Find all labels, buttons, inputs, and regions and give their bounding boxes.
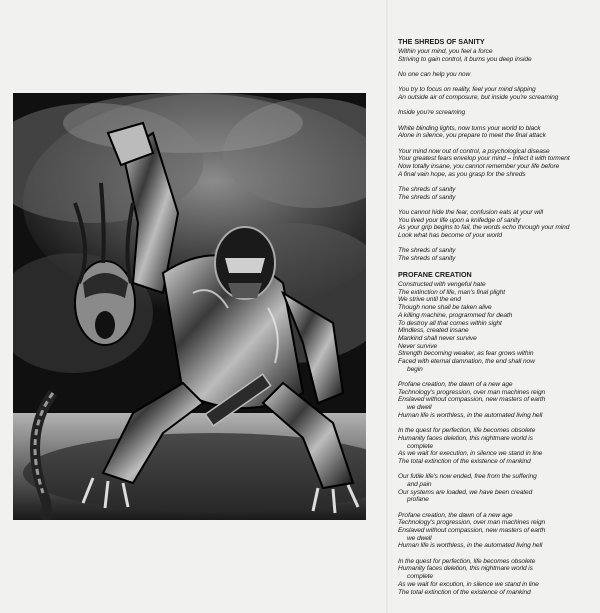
lyric-line: Strength becoming weaker, as fear grows within [398, 350, 534, 358]
lyric-line: Our systems are loaded, we have been created [398, 488, 533, 496]
lyric-line: Humanity faces deletion, this nightmare world is [398, 565, 533, 573]
lyric-line: Technology's progression, over man machines reign [398, 388, 546, 396]
lyric-line: The shreds of sanity [398, 247, 456, 255]
lyric-line: Though none shall be taken alive [398, 304, 492, 312]
lyric-line: As we wait for execution, in silence we stand in line [398, 450, 543, 458]
lyric-line: Humanity faces deletion, this nightmare world is [398, 434, 533, 442]
lyric-line: Technology's progression, over man machines reign [398, 519, 546, 527]
lyric-line: The extinction of life, man's final plight [398, 288, 506, 296]
lyric-line: An outside air of composure, but inside you're screaming [398, 94, 559, 101]
song-verses [398, 281, 594, 596]
lyric-line: To destroy all that comes within sight [398, 319, 502, 327]
lyric-line: begin [407, 365, 423, 373]
lyric-line: Mindless, created insane [398, 327, 469, 335]
lyric-line: The shreds of sanity [398, 193, 456, 201]
lyric-line: Your mind now out of control, a psychological disease [398, 147, 550, 155]
lyric-line: we dwell [407, 534, 432, 542]
lyric-line: Never survive [398, 342, 438, 350]
lyric-line: The total extinction of the existence of mankind [398, 588, 531, 596]
lyric-line: Faced with eternal damnation, the end shall now [398, 358, 535, 366]
verse [398, 558, 594, 597]
lyric-line: We strive until the end [398, 296, 461, 304]
verse [398, 109, 594, 117]
lyric-line: In the quest for perfection, life becomes obsolete [398, 557, 536, 565]
verse [398, 86, 594, 101]
lyric-line: we dwell [407, 404, 432, 412]
lyric-line: A final vain hope, as you grasp for the shreds [398, 170, 526, 178]
song-title: PROFANE CREATION [398, 270, 472, 279]
lyric-line: White blinding lights, now turns your world to black [398, 124, 541, 132]
verse [398, 186, 594, 201]
lyric-line: and pain [407, 480, 432, 488]
verse [398, 281, 594, 373]
verse [398, 247, 594, 262]
verse [398, 427, 594, 466]
lyric-line: Constructed with vengeful hate [398, 281, 486, 288]
song-profane-creation [398, 271, 594, 604]
song-title: THE SHREDS OF SANITY [398, 37, 485, 46]
song-verses [398, 48, 594, 263]
lyric-line: Mankind shall never survive [398, 334, 477, 342]
lyric-line: No one can help you now [398, 71, 471, 78]
lyric-line: The shreds of sanity [398, 255, 456, 263]
lyric-line: Profane creation, the dawn of a new age [398, 511, 513, 519]
lyric-line: Human life is worthless, in the automated living hell [398, 411, 543, 419]
cyborg-artwork [13, 93, 366, 520]
song-shreds-of-sanity [398, 38, 594, 270]
lyric-line: Now totally insane, you cannot remember your life before [398, 163, 560, 170]
lyric-line: profane [407, 496, 429, 504]
lyric-line: Your greatest fears envelop your mind – Infect it with torment [398, 155, 570, 163]
lyric-line: Look what has become of your world [398, 232, 502, 240]
lyric-line: Enslaved without compassion, new masters of earth [398, 396, 546, 404]
verse [398, 48, 594, 63]
lyric-line: As your grip begins to fail, the words echo through your mind [398, 224, 570, 232]
lyric-line: The total extinction of the existence of mankind [398, 457, 531, 465]
lyric-line: You lived your life upon a knifedge of sanity [398, 216, 521, 224]
lyric-line: Enslaved without compassion, new masters of earth [398, 527, 546, 535]
verse [398, 381, 594, 420]
verse [398, 473, 594, 504]
lyric-line: Human life is worthless, in the automated living hell [398, 542, 543, 550]
cyborg-illustration-icon [13, 93, 366, 520]
lyric-line: complete [407, 442, 433, 450]
lyric-line: A killing machine, programmed for death [398, 311, 513, 319]
lyric-line: Within your mind, you feel a force [398, 48, 493, 55]
booklet-fold [386, 0, 392, 613]
lyric-line: Alone in silence, you prepare to meet the final attack [398, 132, 546, 140]
lyric-line: As we wait for excution, in silence we stand in line [398, 580, 539, 588]
lyric-line: In the quest for perfection, life becomes obsolete [398, 427, 536, 435]
verse [398, 148, 594, 179]
lyric-line: Our futile life's now ended, free from the suffering [398, 473, 537, 481]
verse [398, 512, 594, 551]
lyric-line: complete [407, 573, 433, 581]
lyric-line: You try to focus on reality, feel your mind slipping [398, 86, 536, 94]
lyric-line: Striving to gain control, it burns you deep inside [398, 55, 532, 63]
verse [398, 71, 594, 79]
verse [398, 125, 594, 140]
verse [398, 209, 594, 240]
lyric-line: You cannot hide the fear, confusion eats at your will [398, 209, 543, 216]
lyric-line: Profane creation, the dawn of a new age [398, 381, 513, 389]
lyric-line: The shreds of sanity [398, 186, 456, 193]
lyric-line: Inside you're screaming [398, 109, 466, 117]
